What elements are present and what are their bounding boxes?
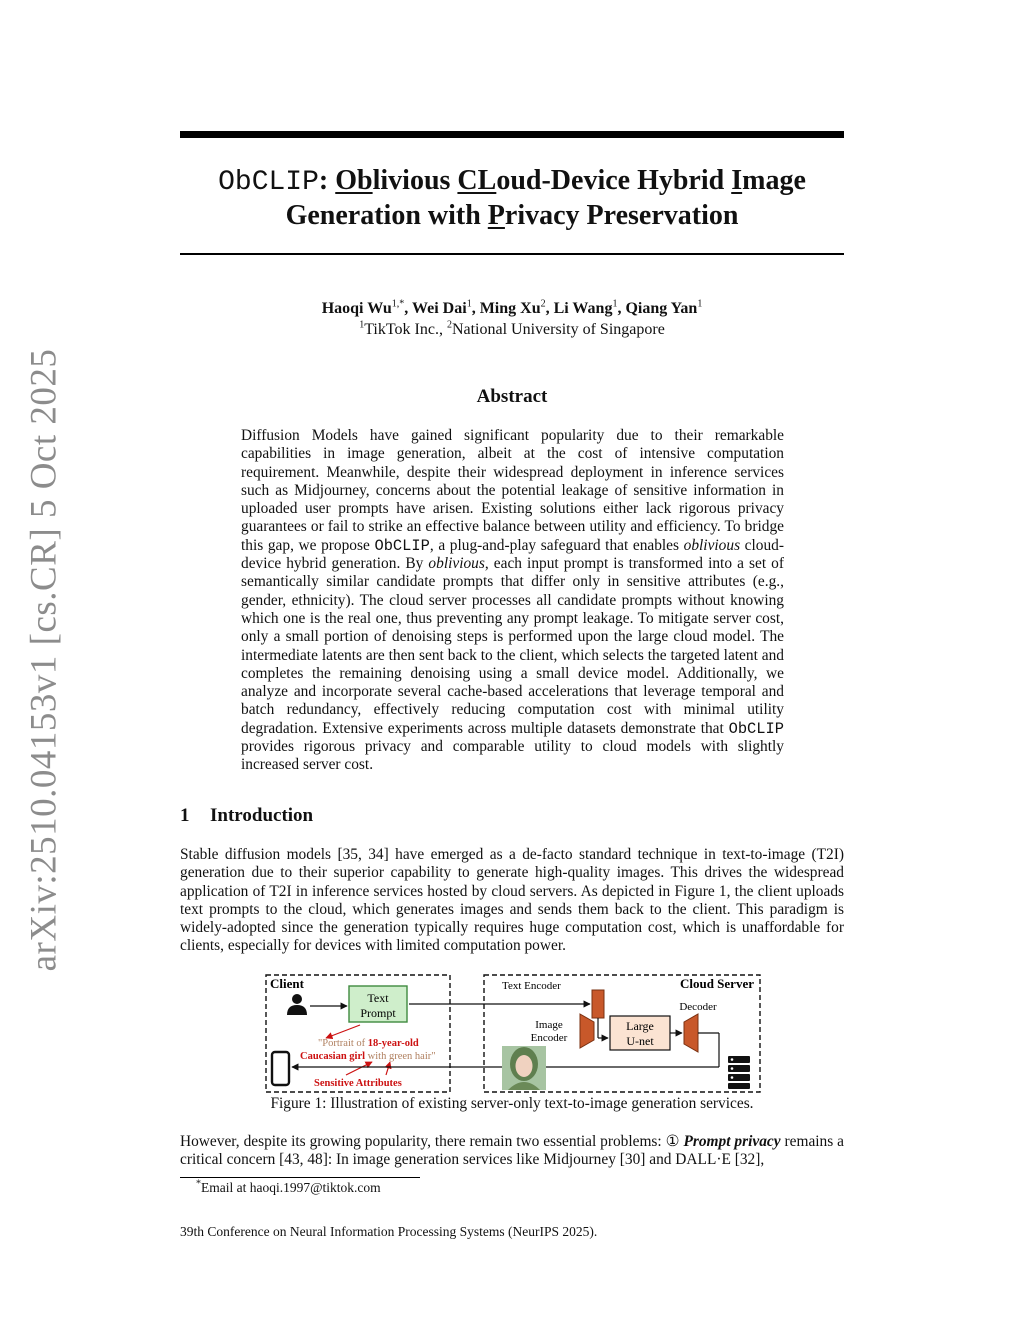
client-label: Client bbox=[270, 976, 304, 991]
server-icon bbox=[728, 1056, 750, 1089]
footnote-rule bbox=[180, 1177, 420, 1178]
figure-1-diagram bbox=[262, 972, 762, 1096]
unet-label: Large bbox=[626, 1019, 654, 1033]
text-prompt-label: Text bbox=[367, 991, 389, 1005]
generated-portrait-image bbox=[502, 1046, 546, 1090]
sensitive-attributes-label: Sensitive Attributes bbox=[314, 1078, 402, 1089]
method-name: ObCLIP bbox=[728, 719, 784, 738]
section-heading-introduction: 1 Introduction bbox=[180, 805, 314, 826]
affiliations: $^1$TikTok Inc., $^2$National University of Singapore bbox=[359, 319, 665, 338]
intro-paragraph-1: Stable diffusion models [35, 34] have emerged as a de-facto standard technique in text-to-image (T2I) generation due to their superior capability to generate high-quality images. This drives the widespread application of T2I in inference services hosted by cloud servers. As depicted in Figure 1, the client uploads text prompts to the cloud, which generates images and sends them back to the client. This paradigm is widely-adopted since the generation typically requires huge computation cost, which is unaffordable for clients, especially for devices with limited computation power. bbox=[180, 846, 844, 955]
image-encoder-label: Encoder bbox=[530, 1032, 568, 1044]
title-line-2: Generation with Privacy Preservation bbox=[285, 200, 739, 231]
decoder-label: Decoder bbox=[679, 1001, 717, 1013]
author-3: Ming Xu bbox=[479, 300, 541, 317]
user-icon bbox=[287, 994, 307, 1015]
unet-label: U-net bbox=[626, 1034, 654, 1048]
title-line-1: ObCLIP: Oblivious CLoud-Device Hybrid Image bbox=[218, 165, 806, 198]
prompt-quote-line-1: "Portrait of 18-year-old bbox=[318, 1038, 419, 1049]
title-bottom-rule bbox=[180, 253, 844, 255]
paper-title bbox=[180, 164, 844, 232]
intro-paragraph-2: However, despite its growing popularity, there remain two essential problems: ① Prompt privacy remains a critical concern [43, 48]: In image generation services like Midjourney [30] and DALL·E [32], bbox=[180, 1133, 844, 1169]
author-2: Wei Dai bbox=[412, 300, 467, 317]
title-name: ObCLIP bbox=[218, 167, 319, 198]
image-encoder-block bbox=[580, 1014, 594, 1048]
abstract-heading: Abstract bbox=[476, 386, 548, 407]
arrow-sensitive-2 bbox=[386, 1062, 390, 1075]
cloud-server-label: Cloud Server bbox=[679, 976, 754, 991]
phone-icon bbox=[272, 1052, 289, 1085]
title-top-rule bbox=[180, 131, 844, 138]
footnote: *Email at haoqi.1997@tiktok.com bbox=[196, 1178, 381, 1195]
arrow-sensitive-1 bbox=[346, 1062, 372, 1075]
author-5: Qiang Yan bbox=[625, 300, 698, 317]
text-encoder-label: Text Encoder bbox=[502, 980, 561, 992]
author-list: Haoqi $Wu^{1,*}$, Wei Dai$^1$, Ming Xu$^2$, Li Wang$^1$, Qiang Yan$^1$ bbox=[321, 298, 703, 317]
arxiv-id: arXiv:2510.04153v1 [cs.CR] 5 Oct 2025 bbox=[23, 348, 65, 972]
decoder-block bbox=[684, 1014, 698, 1052]
abstract-text: Diffusion Models have gained significant popularity due to their remarkable capabilities in image generation, albeit at the cost of intensive computation requirement. Meanwhile, despite their widespread deployment in inference services such as Midjourney, concerns about the potential leakage of sensitive information in uploaded user prompts have arisen. Existing solutions either lack rigorous privacy guarantees or fail to strike an effective balance between utility and efficiency. To bridge this gap, we propose ObCLIP, a plug-and-play safeguard that enables oblivious cloud-device hybrid generation. By oblivious, each input prompt is transformed into a set of semantically similar candidate prompts that differ only in sensitive attributes (e.g., gender, ethnicity). The cloud server processes all candidate prompts without knowing which one is the real one, thus preventing any prompt leakage. To mitigate server cost, only a small portion of denoising steps is performed upon the large cloud model. The intermediate latents are then sent back to the client, which selects the targeted latent and completes the remaining denoising using a small device model. Additionally, we analyze and incorporate several cache-based accelerations that leverage temporal and batch redundancy, effectively reducing computation cost with minimal utility degradation. Extensive experiments across multiple datasets demonstrate that ObCLIP provides rigorous privacy and comparable utility to cloud models with slightly increased server cost. bbox=[241, 427, 784, 774]
method-name: ObCLIP bbox=[374, 536, 430, 555]
figure-1-caption: Figure 1: Illustration of existing server-only text-to-image generation services. bbox=[270, 1095, 754, 1112]
text-prompt-label: Prompt bbox=[360, 1006, 396, 1020]
prompt-quote-line-2: Caucasian girl with green hair" bbox=[300, 1051, 436, 1062]
conference-note: 39th Conference on Neural Information Processing Systems (NeurIPS 2025). bbox=[180, 1224, 598, 1239]
arrow-to-quote bbox=[326, 1025, 360, 1038]
text-encoder-block bbox=[592, 990, 604, 1018]
image-encoder-label: Image bbox=[535, 1019, 563, 1031]
author-4: Li Wang bbox=[553, 300, 613, 317]
author-1: Haoqi Wu bbox=[321, 300, 392, 317]
